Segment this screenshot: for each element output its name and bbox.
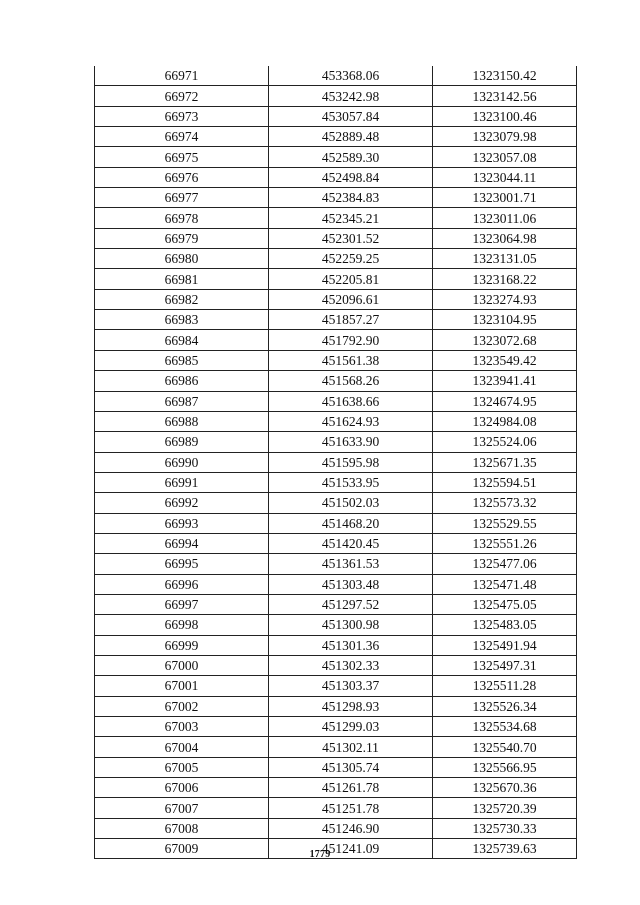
x-coordinate-cell: 451246.90 [269,818,433,838]
point-id-cell: 67008 [95,818,269,838]
point-id-cell: 66979 [95,228,269,248]
point-id-cell: 66989 [95,432,269,452]
x-coordinate-cell: 451241.09 [269,839,433,859]
x-coordinate-cell: 451305.74 [269,757,433,777]
point-id-cell: 66987 [95,391,269,411]
point-id-cell: 66983 [95,310,269,330]
table-row [95,655,577,675]
point-id-cell: 66996 [95,574,269,594]
x-coordinate-cell: 452096.61 [269,289,433,309]
y-coordinate-cell: 1325524.06 [433,432,577,452]
point-id-cell: 66973 [95,106,269,126]
table-body [95,66,577,859]
x-coordinate-cell: 451633.90 [269,432,433,452]
x-coordinate-cell: 451301.36 [269,635,433,655]
point-id-cell: 67009 [95,839,269,859]
table-row [95,188,577,208]
y-coordinate-cell: 1325471.48 [433,574,577,594]
point-id-cell: 67002 [95,696,269,716]
y-coordinate-cell: 1323057.08 [433,147,577,167]
point-id-cell: 66993 [95,513,269,533]
point-id-cell: 67005 [95,757,269,777]
x-coordinate-cell: 451568.26 [269,371,433,391]
table-row [95,798,577,818]
point-id-cell: 66990 [95,452,269,472]
x-coordinate-cell: 451303.48 [269,574,433,594]
table-row [95,167,577,187]
x-coordinate-cell: 453057.84 [269,106,433,126]
coordinate-table [94,66,577,859]
y-coordinate-cell: 1323131.05 [433,249,577,269]
y-coordinate-cell: 1324984.08 [433,411,577,431]
x-coordinate-cell: 451299.03 [269,717,433,737]
x-coordinate-cell: 453368.06 [269,66,433,86]
y-coordinate-cell: 1325573.32 [433,493,577,513]
x-coordinate-cell: 451638.66 [269,391,433,411]
x-coordinate-cell: 451561.38 [269,350,433,370]
point-id-cell: 66997 [95,594,269,614]
table-row [95,310,577,330]
y-coordinate-cell: 1323150.42 [433,66,577,86]
point-id-cell: 66976 [95,167,269,187]
y-coordinate-cell: 1325511.28 [433,676,577,696]
y-coordinate-cell: 1323064.98 [433,228,577,248]
y-coordinate-cell: 1323011.06 [433,208,577,228]
y-coordinate-cell: 1325534.68 [433,717,577,737]
y-coordinate-cell: 1325594.51 [433,472,577,492]
y-coordinate-cell: 1325491.94 [433,635,577,655]
y-coordinate-cell: 1323168.22 [433,269,577,289]
y-coordinate-cell: 1323104.95 [433,310,577,330]
x-coordinate-cell: 451468.20 [269,513,433,533]
table-row [95,391,577,411]
point-id-cell: 67001 [95,676,269,696]
table-row [95,289,577,309]
table-row [95,432,577,452]
x-coordinate-cell: 451595.98 [269,452,433,472]
point-id-cell: 66984 [95,330,269,350]
x-coordinate-cell: 452205.81 [269,269,433,289]
x-coordinate-cell: 452498.84 [269,167,433,187]
x-coordinate-cell: 452589.30 [269,147,433,167]
y-coordinate-cell: 1323274.93 [433,289,577,309]
x-coordinate-cell: 451297.52 [269,594,433,614]
y-coordinate-cell: 1325526.34 [433,696,577,716]
y-coordinate-cell: 1325540.70 [433,737,577,757]
point-id-cell: 67007 [95,798,269,818]
point-id-cell: 66998 [95,615,269,635]
x-coordinate-cell: 452889.48 [269,127,433,147]
x-coordinate-cell: 453242.98 [269,86,433,106]
table-row [95,533,577,553]
y-coordinate-cell: 1325477.06 [433,554,577,574]
table-row [95,66,577,86]
x-coordinate-cell: 451251.78 [269,798,433,818]
table-row [95,717,577,737]
x-coordinate-cell: 451420.45 [269,533,433,553]
point-id-cell: 67003 [95,717,269,737]
y-coordinate-cell: 1325670.36 [433,778,577,798]
table-row [95,269,577,289]
y-coordinate-cell: 1325551.26 [433,533,577,553]
table-row [95,452,577,472]
point-id-cell: 66995 [95,554,269,574]
y-coordinate-cell: 1323044.11 [433,167,577,187]
x-coordinate-cell: 452345.21 [269,208,433,228]
page-number: 1779 [309,849,331,860]
table-row [95,574,577,594]
table-row [95,676,577,696]
x-coordinate-cell: 451302.33 [269,655,433,675]
y-coordinate-cell: 1323001.71 [433,188,577,208]
table-row [95,86,577,106]
x-coordinate-cell: 452301.52 [269,228,433,248]
y-coordinate-cell: 1323072.68 [433,330,577,350]
y-coordinate-cell: 1325529.55 [433,513,577,533]
point-id-cell: 66982 [95,289,269,309]
y-coordinate-cell: 1323941.41 [433,371,577,391]
y-coordinate-cell: 1323079.98 [433,127,577,147]
y-coordinate-cell: 1323549.42 [433,350,577,370]
point-id-cell: 66978 [95,208,269,228]
x-coordinate-cell: 451792.90 [269,330,433,350]
table-row [95,228,577,248]
y-coordinate-cell: 1325475.05 [433,594,577,614]
x-coordinate-cell: 452259.25 [269,249,433,269]
table-row [95,208,577,228]
table-row [95,472,577,492]
point-id-cell: 66986 [95,371,269,391]
point-id-cell: 66972 [95,86,269,106]
point-id-cell: 66974 [95,127,269,147]
point-id-cell: 67006 [95,778,269,798]
point-id-cell: 66971 [95,66,269,86]
y-coordinate-cell: 1325730.33 [433,818,577,838]
table-row [95,371,577,391]
table-row [95,818,577,838]
table-row [95,635,577,655]
y-coordinate-cell: 1323100.46 [433,106,577,126]
point-id-cell: 67000 [95,655,269,675]
x-coordinate-cell: 451298.93 [269,696,433,716]
point-id-cell: 66991 [95,472,269,492]
point-id-cell: 66992 [95,493,269,513]
table-row [95,615,577,635]
x-coordinate-cell: 451300.98 [269,615,433,635]
y-coordinate-cell: 1323142.56 [433,86,577,106]
table-row [95,696,577,716]
x-coordinate-cell: 452384.83 [269,188,433,208]
y-coordinate-cell: 1325671.35 [433,452,577,472]
point-id-cell: 66994 [95,533,269,553]
point-id-cell: 66981 [95,269,269,289]
point-id-cell: 66999 [95,635,269,655]
x-coordinate-cell: 451261.78 [269,778,433,798]
y-coordinate-cell: 1325720.39 [433,798,577,818]
table-row [95,350,577,370]
y-coordinate-cell: 1325483.05 [433,615,577,635]
point-id-cell: 66980 [95,249,269,269]
table-row [95,737,577,757]
point-id-cell: 66985 [95,350,269,370]
x-coordinate-cell: 451302.11 [269,737,433,757]
y-coordinate-cell: 1325497.31 [433,655,577,675]
x-coordinate-cell: 451303.37 [269,676,433,696]
point-id-cell: 66988 [95,411,269,431]
x-coordinate-cell: 451857.27 [269,310,433,330]
x-coordinate-cell: 451361.53 [269,554,433,574]
table-row [95,106,577,126]
point-id-cell: 66975 [95,147,269,167]
x-coordinate-cell: 451533.95 [269,472,433,492]
table-row [95,778,577,798]
x-coordinate-cell: 451624.93 [269,411,433,431]
table-row [95,554,577,574]
table-row [95,493,577,513]
table-row [95,594,577,614]
table-row [95,249,577,269]
y-coordinate-cell: 1325739.63 [433,839,577,859]
y-coordinate-cell: 1324674.95 [433,391,577,411]
point-id-cell: 66977 [95,188,269,208]
table-row [95,330,577,350]
table-row [95,757,577,777]
point-id-cell: 67004 [95,737,269,757]
table-row [95,513,577,533]
x-coordinate-cell: 451502.03 [269,493,433,513]
table-row [95,127,577,147]
table-row [95,147,577,167]
table-row [95,411,577,431]
y-coordinate-cell: 1325566.95 [433,757,577,777]
